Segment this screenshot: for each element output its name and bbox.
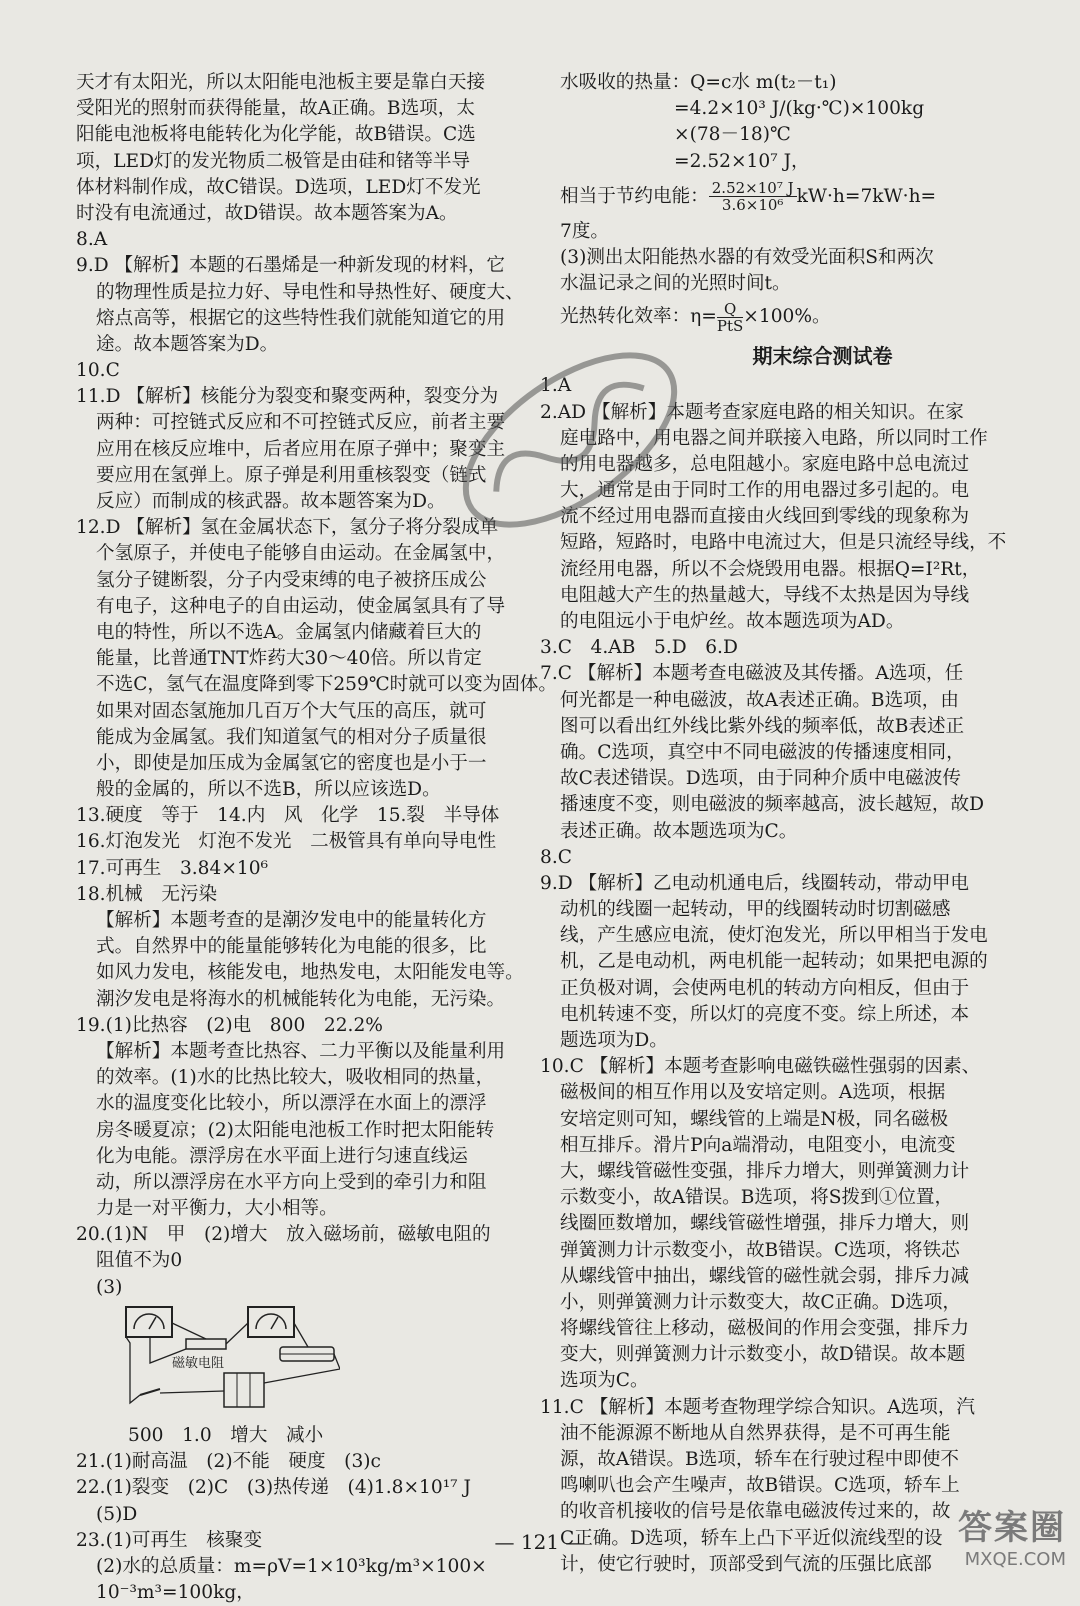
efficiency-suffix: ×100%。 <box>743 306 831 328</box>
text-line: 力是一对平衡力，大小相等。 <box>96 1198 338 1220</box>
efficiency-fraction <box>717 301 743 334</box>
text-line: 何光都是一种电磁波，故A表述正确。B选项，由 <box>560 689 959 711</box>
text-line: 22.(1)裂变 (2)C (3)热传递 (4)1.8×10¹⁷ J <box>76 1477 471 1499</box>
text-line: 房冬暖夏凉；(2)太阳能电池板工作时把太阳能转 <box>96 1119 495 1141</box>
text-line: 源，故A错误。B选项，轿车在行驶过程中即使不 <box>560 1449 959 1470</box>
corner-watermark-title: 答案圈 <box>958 1508 1066 1548</box>
text-line: 的用电器越多，总电阻越小。家庭电路中总电流过 <box>560 453 970 475</box>
text-line: 电的特性，所以不选A。金属氢内储藏着巨大的 <box>96 621 482 643</box>
text-line: 2.AD 【解析】本题考查家庭电路的相关知识。在家 <box>540 401 964 423</box>
text-line: 的电阻远小于电炉丝。故本题选项为AD。 <box>560 611 905 632</box>
text-line: 反应）而制成的核武器。故本题答案为D。 <box>96 491 446 512</box>
text-line: 线，产生感应电流，使灯泡发光，所以甲相当于发电 <box>560 925 988 947</box>
text-line: 17.可再生 3.84×10⁶ <box>76 857 269 879</box>
right-text-block <box>540 373 1025 1578</box>
text-line: (3)测出太阳能热水器的有效受光面积S和两次 <box>560 246 934 268</box>
text-line: 机，乙是电动机，两电机能一起转动；如果把电源的 <box>560 951 988 973</box>
text-line: 13.硬度 等于 14.内 风 化学 15.裂 半导体 <box>76 805 500 827</box>
efficiency-denominator: PtS <box>716 316 744 335</box>
text-line: 庭电路中，用电器之间并联接入电路，所以同时工作 <box>560 427 988 449</box>
text-line: 小，则弹簧测力计示数变大，故C正确。D选项， <box>560 1291 962 1313</box>
text-line: 8.A <box>76 229 108 251</box>
page-number: — 121 — <box>494 1530 586 1554</box>
text-line: 大，通常是由于同时工作的用电器过多引起的。电 <box>560 480 970 502</box>
text-line: 16.灯泡发光 灯泡不发光 二极管具有单向导电性 <box>76 831 497 853</box>
text-line: 21.(1)耐高温 (2)不能 硬度 (3)c <box>76 1451 381 1473</box>
text-line: 从螺线管中抽出，螺线管的磁性就会弱，排斥力减 <box>560 1265 970 1287</box>
text-line: 将螺线管往上移动，磁极间的作用会变强，排斥力 <box>560 1318 970 1340</box>
text-line: 计，使它行驶时，顶部受到气流的压强比底部 <box>560 1553 932 1575</box>
energy-fraction <box>709 180 797 213</box>
text-line: 体材料制作成，故C错误。D选项，LED灯不发光 <box>76 176 481 198</box>
text-line: 有电子，这种电子的自由运动，使金属氢具有了导 <box>96 595 506 617</box>
text-line: 项，LED灯的发光物质二极管是由硅和锗等半导 <box>76 150 471 172</box>
heat-calculation <box>540 70 1025 175</box>
text-line: 500 1.0 增大 减小 <box>128 1425 324 1447</box>
text-line: 11.C 【解析】本题考查物理学综合知识。A选项，汽 <box>540 1396 976 1418</box>
text-line: 能成为金属氢。我们知道氢气的相对分子质量很 <box>96 726 487 748</box>
text-line: 不选C，氢气在温度降到零下259℃时就可以变为固体。 <box>96 674 557 696</box>
text-line: 要应用在氢弹上。原子弹是利用重核裂变（链式 <box>96 464 487 486</box>
corner-watermark-url: MXQE.COM <box>964 1549 1066 1570</box>
text-line: 潮汐发电是将海水的机械能转化为电能，无污染。 <box>96 988 506 1010</box>
text-line: 18.机械 无污染 <box>76 883 218 905</box>
text-line: 时没有电流通过，故D错误。故本题答案为A。 <box>76 202 458 224</box>
text-line: =2.52×10⁷ J， <box>674 150 810 172</box>
text-line: (2)水的总质量：m=ρV=1×10³kg/m³×100× <box>96 1555 487 1577</box>
text-line: 天才有太阳光，所以太阳能电池板主要是靠白天接 <box>76 72 486 93</box>
text-line: 选项为C。 <box>560 1370 649 1392</box>
answer-part3 <box>540 219 1025 298</box>
text-line: 23.(1)可再生 核聚变 <box>76 1529 263 1551</box>
text-line: 动，所以漂浮房在水平方向上受到的牵引力和阻 <box>96 1171 487 1193</box>
energy-suffix: kW·h=7kW·h= <box>796 185 937 207</box>
text-line: 两种：可控链式反应和不可控链式反应，前者主要 <box>96 412 506 434</box>
text-line: ×(78－18)℃ <box>674 124 791 146</box>
text-line: 能量，比普通TNT炸药大30～40倍。所以肯定 <box>96 648 482 670</box>
text-line: 鸣喇叭也会产生噪声，故B错误。C选项，轿车上 <box>560 1475 960 1497</box>
text-line: 图可以看出红外线比紫外线的频率低，故B表述正 <box>560 715 965 737</box>
text-line: 10.C 【解析】本题考查影响电磁铁磁性强弱的因素、 <box>540 1056 981 1078</box>
text-line: 的效率。(1)水的比热比较大，吸收相同的热量， <box>96 1067 495 1089</box>
text-line: 水的温度变化比较小，所以漂浮在水面上的漂浮 <box>96 1093 487 1115</box>
text-line: 动机的线圈一起转动，甲的线圈转动时切割磁感 <box>560 899 951 921</box>
text-line: 电阻越大产生的热量越大，导线不太热是因为导线 <box>560 584 970 606</box>
energy-numerator: 2.52×10⁷ J <box>709 180 797 197</box>
energy-prefix: 相当于节约电能： <box>560 185 709 207</box>
text-line: 流经用电器，所以不会烧毁用电器。根据Q=I²Rt， <box>560 558 981 580</box>
text-line: 如风力发电，核能发电，地热发电，太阳能发电等。 <box>96 962 524 984</box>
right-column <box>540 70 1025 1578</box>
text-line: 受阳光的照射而获得能量，故A正确。B选项，太 <box>76 98 475 120</box>
text-line: 水吸收的热量：Q=c水 m(t₂－t₁) <box>560 72 837 93</box>
text-line: 流不经过用电器而直接由火线回到零线的现象称为 <box>560 506 970 528</box>
corner-watermark <box>958 1500 1066 1570</box>
text-line: 化为电能。漂浮房在水平面上进行匀速直线运 <box>96 1145 468 1167</box>
text-line: 磁极间的相互作用以及安培定则。A选项，根据 <box>560 1082 946 1104</box>
text-line: 变大，则弹簧测力计示数变小，故D错误。故本题 <box>560 1344 966 1366</box>
text-line: 大，螺线管磁性变强，排斥力增大，则弹簧测力计 <box>560 1160 970 1182</box>
text-line: 8.C <box>540 846 572 868</box>
text-line: 7.C 【解析】本题考查电磁波及其传播。A选项，任 <box>540 663 964 685</box>
text-line: 如果对固态氢施加几百万个大气压的高压，就可 <box>96 700 487 722</box>
text-line: (3) <box>96 1276 123 1298</box>
energy-equation <box>540 175 1025 219</box>
text-line: C正确。D选项，轿车上凸下平近似流线型的设 <box>560 1527 943 1549</box>
text-line: 相互排斥。滑片P向a端滑动，电阻变小，电流变 <box>560 1134 956 1156</box>
text-line: 【解析】本题考查的是潮汐发电中的能量转化方 <box>96 910 487 931</box>
text-line: 阳能电池板将电能转化为化学能，故B错误。C选 <box>76 124 476 146</box>
text-line: 10⁻³m³=100kg， <box>96 1582 255 1604</box>
efficiency-numerator: Q <box>717 301 743 318</box>
text-line: 12.D 【解析】氢在金属状态下，氢分子将分裂成单 <box>76 517 499 539</box>
text-line: 播速度不变，则电磁波的频率越高，波长越短，故D <box>560 794 984 816</box>
text-line: 个氢原子，并使电子能够自由运动。在金属氢中， <box>96 543 506 565</box>
text-line: 弹簧测力计示数变小，故B错误。C选项，将铁芯 <box>560 1239 960 1261</box>
text-line: 9.D 【解析】本题的石墨烯是一种新发现的材料，它 <box>76 255 506 277</box>
text-line: 式。自然界中的能量能够转化为电能的很多，比 <box>96 936 487 958</box>
energy-denominator: 3.6×10⁶ <box>721 196 784 215</box>
text-line: 途。故本题答案为D。 <box>96 333 279 355</box>
text-line: 确。C选项，真空中不同电磁波的传播速度相同， <box>560 741 965 763</box>
text-line: 阻值不为0 <box>96 1250 183 1272</box>
text-line: 小，即使是加压成为金属氢它的密度也是小于一 <box>96 752 487 774</box>
text-line: 氢分子键断裂，分子内受束缚的电子被挤压成公 <box>96 569 487 591</box>
text-line: 正负极对调，会使两电机的转动方向相反，但由于 <box>560 977 970 999</box>
circuit-label: 磁敏电阻 <box>172 1355 225 1371</box>
text-line: (5)D <box>96 1503 138 1525</box>
text-line: 短路，短路时，电路中电流过大，但是只流经导线，不 <box>560 532 1007 554</box>
text-line: 安培定则可知，螺线管的上端是N极，同名磁极 <box>560 1108 949 1130</box>
circuit-diagram <box>120 1303 340 1413</box>
text-line: 9.D 【解析】乙电动机通电后，线圈转动，带动甲电 <box>540 872 970 894</box>
text-line: 【解析】本题考查比热容、二力平衡以及能量利用 <box>96 1040 506 1062</box>
efficiency-prefix: 光热转化效率：η= <box>560 306 717 328</box>
text-line: 熔点高等，根据它的这些特性我们就能知道它的用 <box>96 307 506 329</box>
text-line: 般的金属的，所以不选B，所以应该选D。 <box>96 779 441 801</box>
text-line: 7度。 <box>560 220 610 242</box>
efficiency-equation <box>540 297 1025 337</box>
text-line: 1.A <box>540 375 572 397</box>
left-text-block-2 <box>76 1423 531 1606</box>
text-line: 3.C 4.AB 5.D 6.D <box>540 637 738 659</box>
section-title: 期末综合测试卷 <box>752 344 893 369</box>
text-line: 电机转速不变，所以灯的亮度不变。综上所述，本 <box>560 1003 970 1025</box>
text-line: 题选项为D。 <box>560 1030 668 1051</box>
text-line: 19.(1)比热容 (2)电 800 22.2% <box>76 1014 383 1036</box>
text-line: 线圈匝数增加，螺线管磁性增强，排斥力增大，则 <box>560 1213 970 1235</box>
text-line: 11.D 【解析】核能分为裂变和聚变两种，裂变分为 <box>76 386 499 408</box>
text-line: 示数变小，故A错误。B选项，将S拨到①位置， <box>560 1187 954 1209</box>
text-line: 的物理性质是拉力好、导电性和导热性好、硬度大、 <box>96 281 524 303</box>
text-line: 故C表述错误。D选项，由于同种介质中电磁波传 <box>560 768 962 790</box>
text-line: 油不能源源不断地从自然界获得，是不可再生能 <box>560 1422 951 1444</box>
text-line: 水温记录之间的光照时间t。 <box>560 273 791 295</box>
text-line: 应用在核反应堆中，后者应用在原子弹中；聚变主 <box>96 438 506 460</box>
text-line: =4.2×10³ J/(kg·℃)×100kg <box>674 98 925 120</box>
text-line: 的收音机接收的信号是依靠电磁波传过来的，故 <box>560 1501 951 1523</box>
text-line: 表述正确。故本题选项为C。 <box>560 820 798 842</box>
text-line: 10.C <box>76 360 120 382</box>
text-line: 20.(1)N 甲 (2)增大 放入磁场前，磁敏电阻的 <box>76 1224 491 1246</box>
